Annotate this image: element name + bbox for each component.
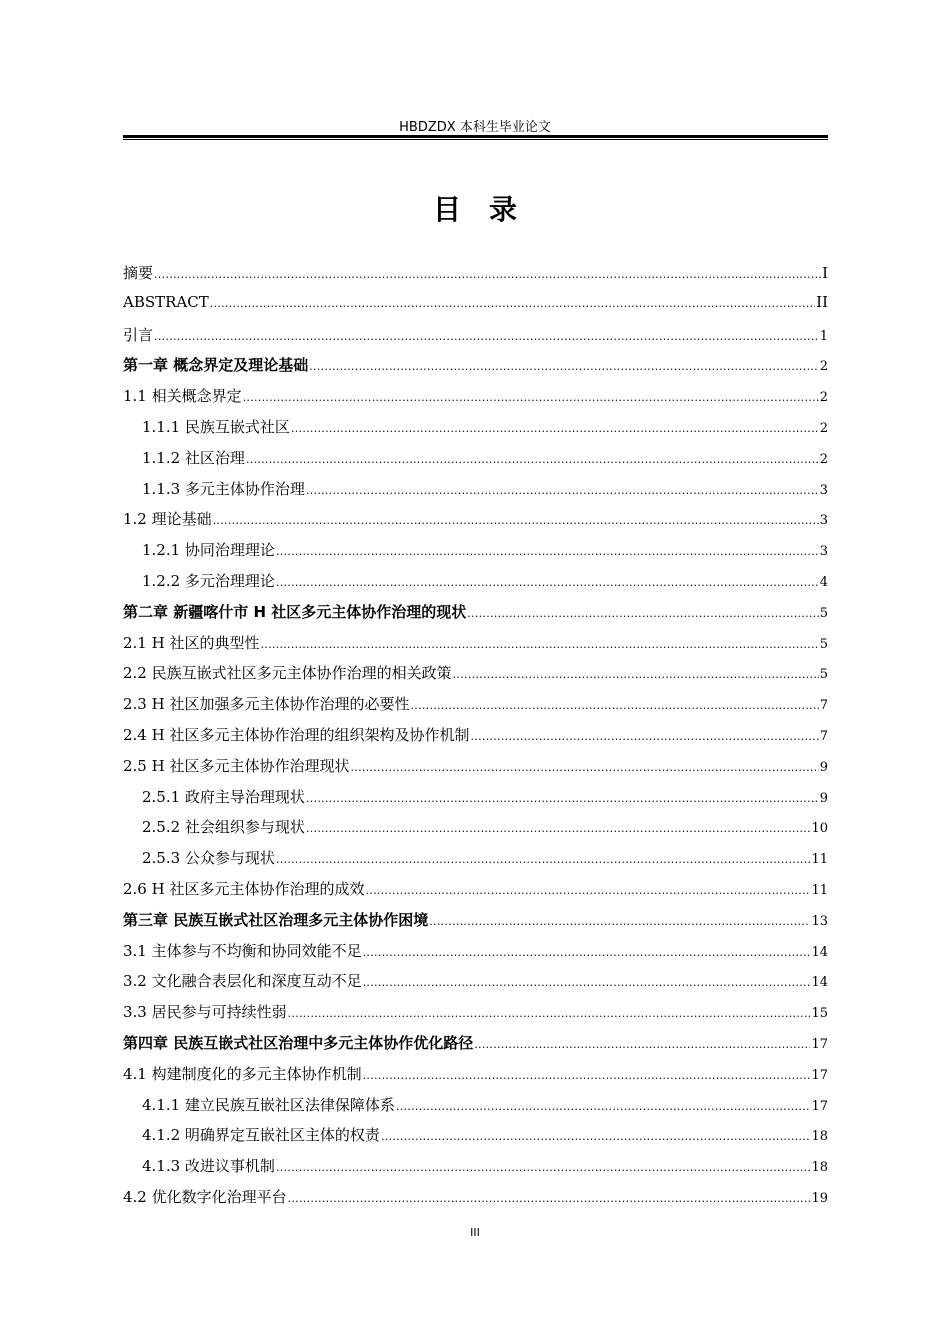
toc-entry-label: 第二章 新疆喀什市 H 社区多元主体协作治理的现状 [123, 602, 467, 621]
toc-entry-page: 11 [811, 882, 828, 898]
toc-entry-label: 2.6 H 社区多元主体协作治理的成效 [123, 879, 365, 898]
toc-entry-label: 4.2 优化数字化治理平台 [123, 1187, 287, 1206]
toc-entry-page: 3 [819, 513, 828, 529]
toc-dot-leader [470, 730, 818, 743]
toc-entry[interactable] [123, 724, 828, 755]
toc-entry-page: 7 [819, 698, 828, 714]
toc-dot-leader [276, 853, 811, 866]
toc-entry-label: 2.3 H 社区加强多元主体协作治理的必要性 [123, 695, 410, 714]
toc-entry-page: 5 [819, 667, 828, 683]
toc-dot-leader [210, 297, 815, 310]
toc-entry-label: 1.1.1 民族互嵌式社区 [142, 417, 290, 436]
toc-entry-page: 15 [811, 1006, 828, 1022]
toc-dot-leader [154, 268, 821, 281]
toc-entry-label: 第三章 民族互嵌式社区治理多元主体协作困境 [123, 910, 429, 929]
toc-dot-leader [467, 607, 818, 620]
toc-entry-page: 17 [811, 1067, 828, 1083]
toc-dot-leader [213, 514, 819, 527]
toc-entry[interactable] [123, 1094, 828, 1125]
toc-entry[interactable] [123, 447, 828, 478]
toc-entry-page: 11 [811, 852, 828, 868]
toc-title: 目录 [432, 193, 545, 226]
toc-dot-leader [260, 638, 818, 651]
toc-entry[interactable] [123, 816, 828, 847]
toc-dot-leader [453, 668, 819, 681]
toc-entry[interactable] [123, 693, 828, 724]
toc-entry-label: 3.3 居民参与可持续性弱 [123, 1003, 287, 1022]
toc-dot-leader [306, 792, 819, 805]
toc-entry-page: 14 [811, 944, 828, 960]
toc-entry[interactable] [123, 632, 828, 663]
toc-entry-label: 4.1.1 建立民族互嵌社区法律保障体系 [142, 1095, 395, 1114]
toc-entry[interactable] [123, 293, 828, 324]
toc-dot-leader [381, 1130, 811, 1143]
toc-entry-page: 10 [811, 821, 828, 837]
toc-entry[interactable] [123, 539, 828, 570]
toc-entry-page: 2 [819, 390, 828, 406]
toc-entry[interactable] [123, 1186, 828, 1217]
toc-dot-leader [363, 976, 811, 989]
toc-entry-page: 1 [819, 328, 828, 344]
toc-entry-label: 2.2 民族互嵌式社区多元主体协作治理的相关政策 [123, 664, 452, 683]
toc-entry-label: 4.1.2 明确界定互嵌社区主体的权责 [142, 1126, 380, 1145]
toc-entry[interactable] [123, 508, 828, 539]
toc-dot-leader [363, 1069, 811, 1082]
toc-entry-label: 1.1.3 多元主体协作治理 [142, 479, 305, 498]
toc-entry-label: 摘要 [123, 264, 154, 282]
toc-entry[interactable] [123, 755, 828, 786]
toc-entry-label: 1.2.1 协同治理理论 [142, 541, 275, 560]
toc-dot-leader [350, 761, 818, 774]
toc-entry-label: 1.1 相关概念界定 [123, 387, 242, 406]
toc-entry-page: 9 [819, 790, 828, 806]
toc-entry[interactable] [123, 1001, 828, 1032]
toc-entry-label: 1.2.2 多元治理理论 [142, 571, 275, 590]
toc-chapter-entry[interactable] [123, 354, 828, 385]
toc-entry[interactable] [123, 970, 828, 1001]
toc-entry[interactable] [123, 324, 828, 355]
toc-entry-label: 2.5.3 公众参与现状 [142, 849, 275, 868]
header-rule-thick [123, 135, 828, 138]
toc-entry-label: 2.5 H 社区多元主体协作治理现状 [123, 756, 350, 775]
toc-entry-page: 13 [811, 913, 828, 929]
toc-dot-leader [154, 330, 819, 343]
toc-entry-page: 14 [811, 975, 828, 991]
toc-chapter-entry[interactable] [123, 909, 828, 940]
running-header: HBDZDX 本科生毕业论文 [399, 120, 551, 135]
toc-entry[interactable] [123, 416, 828, 447]
toc-dot-leader [288, 1007, 811, 1020]
toc-dot-leader [288, 1192, 811, 1205]
toc-entry-page: 5 [819, 636, 828, 652]
toc-dot-leader [306, 822, 811, 835]
toc-entry[interactable] [123, 1124, 828, 1155]
toc-entry-label: 4.1.3 改进议事机制 [142, 1157, 275, 1176]
toc-dot-leader [429, 915, 810, 928]
toc-dot-leader [396, 1100, 811, 1113]
toc-entry-label: 2.5.2 社会组织参与现状 [142, 818, 305, 837]
toc-entry-label: 3.2 文化融合表层化和深度互动不足 [123, 972, 362, 991]
toc-chapter-entry[interactable] [123, 601, 828, 632]
toc-entry-page: 19 [811, 1190, 828, 1206]
footer-page-number: III [470, 1226, 480, 1239]
toc-dot-leader [474, 1038, 810, 1051]
toc-entry-label: 第四章 民族互嵌式社区治理中多元主体协作优化路径 [123, 1033, 474, 1052]
toc-entry-label: 4.1 构建制度化的多元主体协作机制 [123, 1064, 362, 1083]
toc-entry-label: 引言 [123, 325, 154, 344]
toc-entry[interactable] [123, 662, 828, 693]
toc-entry[interactable] [123, 940, 828, 971]
toc-entry[interactable] [123, 786, 828, 817]
toc-entry-label: 1.1.2 社区治理 [142, 448, 245, 467]
toc-entry[interactable] [123, 1155, 828, 1186]
toc-entry[interactable] [123, 1063, 828, 1094]
toc-entry-page: 5 [819, 605, 828, 621]
toc-entry-label: 2.5.1 政府主导治理现状 [142, 787, 305, 806]
header-rule-thin [123, 139, 828, 140]
toc-dot-leader [309, 360, 818, 373]
toc-entry-page: 18 [811, 1160, 828, 1176]
toc-entry[interactable] [123, 570, 828, 601]
toc-entry-label: 第一章 概念界定及理论基础 [123, 356, 309, 375]
toc-entry-page: 2 [819, 359, 828, 375]
toc-entry-page: I [822, 264, 828, 282]
toc-dot-leader [276, 1161, 811, 1174]
toc-dot-leader [410, 699, 818, 712]
toc-entry-page: 18 [811, 1129, 828, 1145]
toc-dot-leader [276, 576, 819, 589]
toc-entry-page: 7 [819, 728, 828, 744]
toc-entry-page: II [816, 292, 828, 311]
toc-chapter-entry[interactable] [123, 1032, 828, 1063]
toc-entry-page: 2 [819, 420, 828, 436]
toc-entry-page: 2 [819, 451, 828, 467]
toc-dot-leader [243, 391, 819, 404]
toc-dot-leader [306, 484, 819, 497]
toc-entry-page: 4 [819, 574, 828, 590]
toc-dot-leader [365, 884, 810, 897]
toc-entry-label: 2.1 H 社区的典型性 [123, 633, 260, 652]
toc-dot-leader [246, 453, 819, 466]
toc-entry-label: 1.2 理论基础 [123, 510, 212, 529]
toc-entry[interactable] [123, 478, 828, 509]
toc-entry-label: 2.4 H 社区多元主体协作治理的组织架构及协作机制 [123, 725, 470, 744]
toc-dot-leader [291, 422, 819, 435]
toc-entry[interactable] [123, 878, 828, 909]
toc-entry-label: 3.1 主体参与不均衡和协同效能不足 [123, 941, 362, 960]
toc-dot-leader [363, 946, 811, 959]
toc-entry-page: 17 [811, 1098, 828, 1114]
toc-entry[interactable] [123, 262, 828, 293]
toc-entry-page: 3 [819, 482, 828, 498]
toc-entry-page: 9 [819, 759, 828, 775]
toc-entry[interactable] [123, 847, 828, 878]
toc-entry[interactable] [123, 385, 828, 416]
toc-entry-label: ABSTRACT [123, 292, 209, 311]
toc-entry-page: 3 [819, 544, 828, 560]
toc-entry-page: 17 [811, 1036, 828, 1052]
table-of-contents [123, 262, 828, 1217]
toc-dot-leader [276, 545, 819, 558]
